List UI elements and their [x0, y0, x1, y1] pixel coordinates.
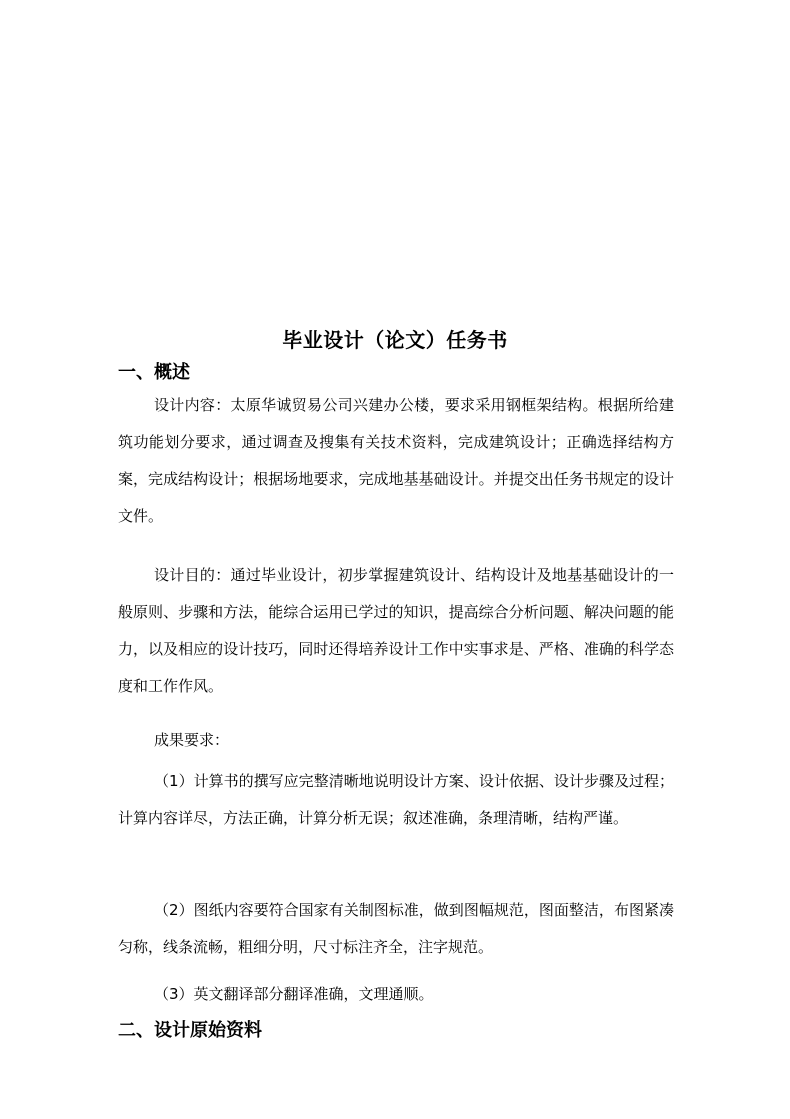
requirement-item-1: （1）计算书的撰写应完整清晰地说明设计方案、设计依据、设计步骤及过程；计算内容详尽，方法正确，计算分析无误；叙述准确，条理清晰，结构严谨。 — [118, 772, 674, 827]
paragraph-results-label: 成果要求： — [154, 731, 230, 749]
requirement-item-3: （3）英文翻译部分翻译准确，文理通顺。 — [154, 985, 434, 1003]
section-heading-design-data: 二、设计原始资料 — [118, 1020, 262, 1041]
document-title: 毕业设计（论文）任务书 — [282, 328, 508, 352]
requirement-item-2: （2）图纸内容要符合国家有关制图标准，做到图幅规范，图面整洁，布图紧凑匀称，线条流畅，粗细分明，尺寸标注齐全，注字规范。 — [118, 901, 674, 956]
paragraph-design-purpose: 设计目的：通过毕业设计，初步掌握建筑设计、结构设计及地基基础设计的一般原则、步骤和方法，能综合运用已学过的知识，提高综合分析问题、解决问题的能力，以及相应的设计技巧，同时还得培养设计工作中实事求是、严格、准确的科学态度和工作作风。 — [118, 566, 674, 695]
section-heading-overview: 一、概述 — [118, 362, 190, 383]
paragraph-design-content: 设计内容：太原华诚贸易公司兴建办公楼，要求采用钢框架结构。根据所给建筑功能划分要求，通过调查及搜集有关技术资料，完成建筑设计；正确选择结构方案，完成结构设计；根据场地要求，完成地基基础设计。并提交出任务书规定的设计文件。 — [118, 396, 674, 525]
